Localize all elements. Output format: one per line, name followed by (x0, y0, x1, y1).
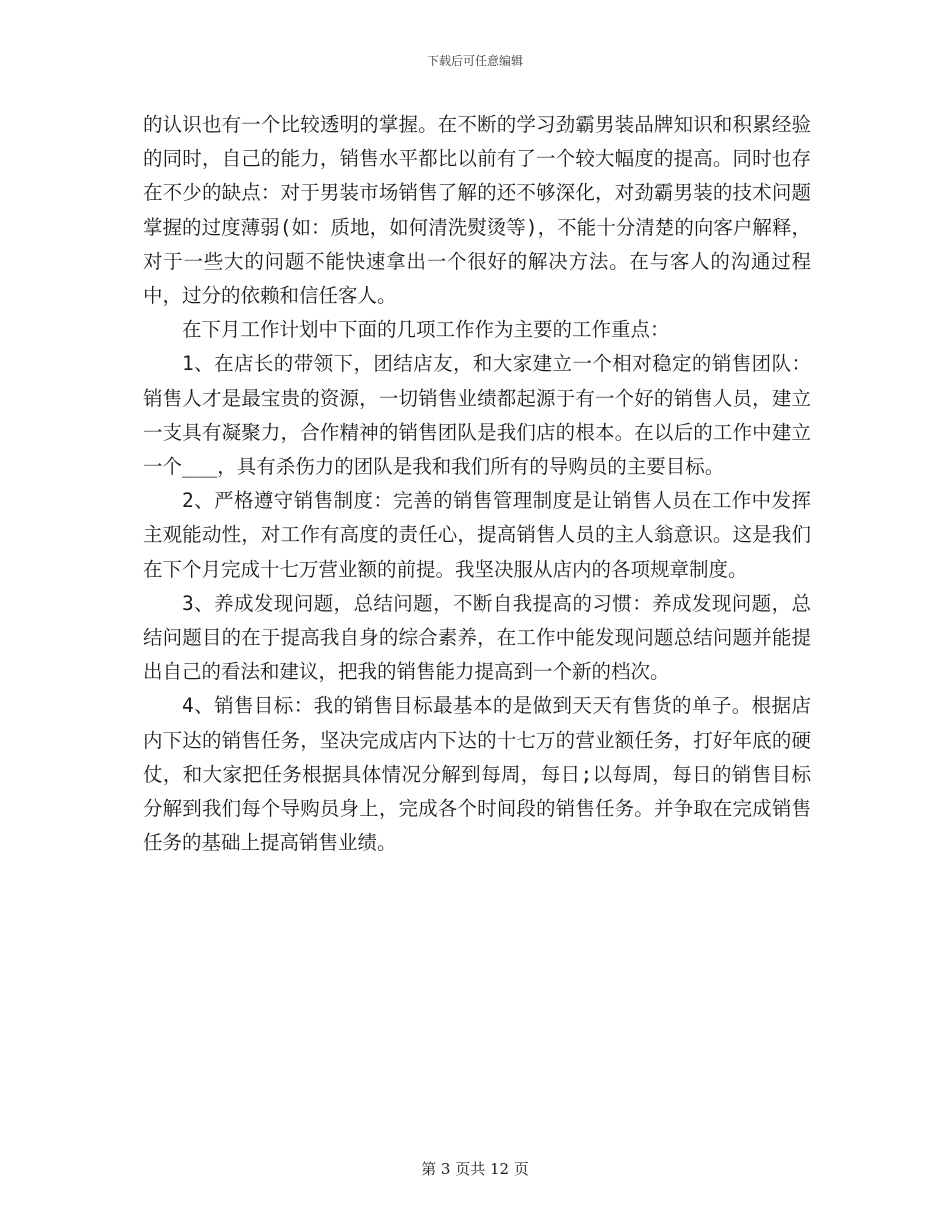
paragraph-continuation: 的认识也有一个比较透明的掌握。在不断的学习劲霸男装品牌知识和积累经验的同时，自己的能力，销售水平都比以前有了一个较大幅度的提高。同时也存在不少的缺点：对于男装市场销售了解的还不够深化，对劲霸男装的技术问题掌握的过度薄弱(如：质地，如何清洗熨烫等)，不能十分清楚的向客户解释，对于一些大的问题不能快速拿出一个很好的解决方法。在与客人的沟通过程中，过分的依赖和信任客人。 (143, 113, 811, 308)
paragraph-item-2: 2、严格遵守销售制度：完善的销售管理制度是让销售人员在工作中发挥主观能动性，对工作有高度的责任心，提高销售人员的主人翁意识。这是我们在下个月完成十七万营业额的前提。我坚决服从店内的各项规章制度。 (143, 489, 811, 581)
paragraph-item-3: 3、养成发现问题，总结问题，不断自我提高的习惯：养成发现问题，总结问题目的在于提高我自身的综合素养，在工作中能发现问题总结问题并能提出自己的看法和建议，把我的销售能力提高到一个新的档次。 (143, 591, 811, 684)
page-number: 第 3 页共 12 页 (421, 1160, 529, 1178)
document-body (143, 108, 811, 860)
page-header: 下载后可任意编辑 (426, 54, 523, 68)
paragraph-item-1: 1、在店长的带领下，团结店友，和大家建立一个相对稳定的销售团队：销售人才是最宝贵的资源，一切销售业绩都起源于有一个好的销售人员，建立一支具有凝聚力，合作精神的销售团队是我们店的根本。在以后的工作中建立一个___，具有杀伤力的团队是我和我们所有的导购员的主要目标。 (143, 352, 811, 479)
paragraph-plan-intro: 在下月工作计划中下面的几项工作作为主要的工作重点： (182, 318, 670, 342)
paragraph-item-4: 4、销售目标：我的销售目标最基本的是做到天天有售货的单子。根据店内下达的销售任务，坚决完成店内下达的十七万的营业额任务，打好年底的硬仗，和大家把任务根据具体情况分解到每周，每日;以每周，每日的销售目标分解到我们每个导购员身上，完成各个时间段的销售任务。并争取在完成销售任务的基础上提高销售业绩。 (143, 694, 811, 855)
